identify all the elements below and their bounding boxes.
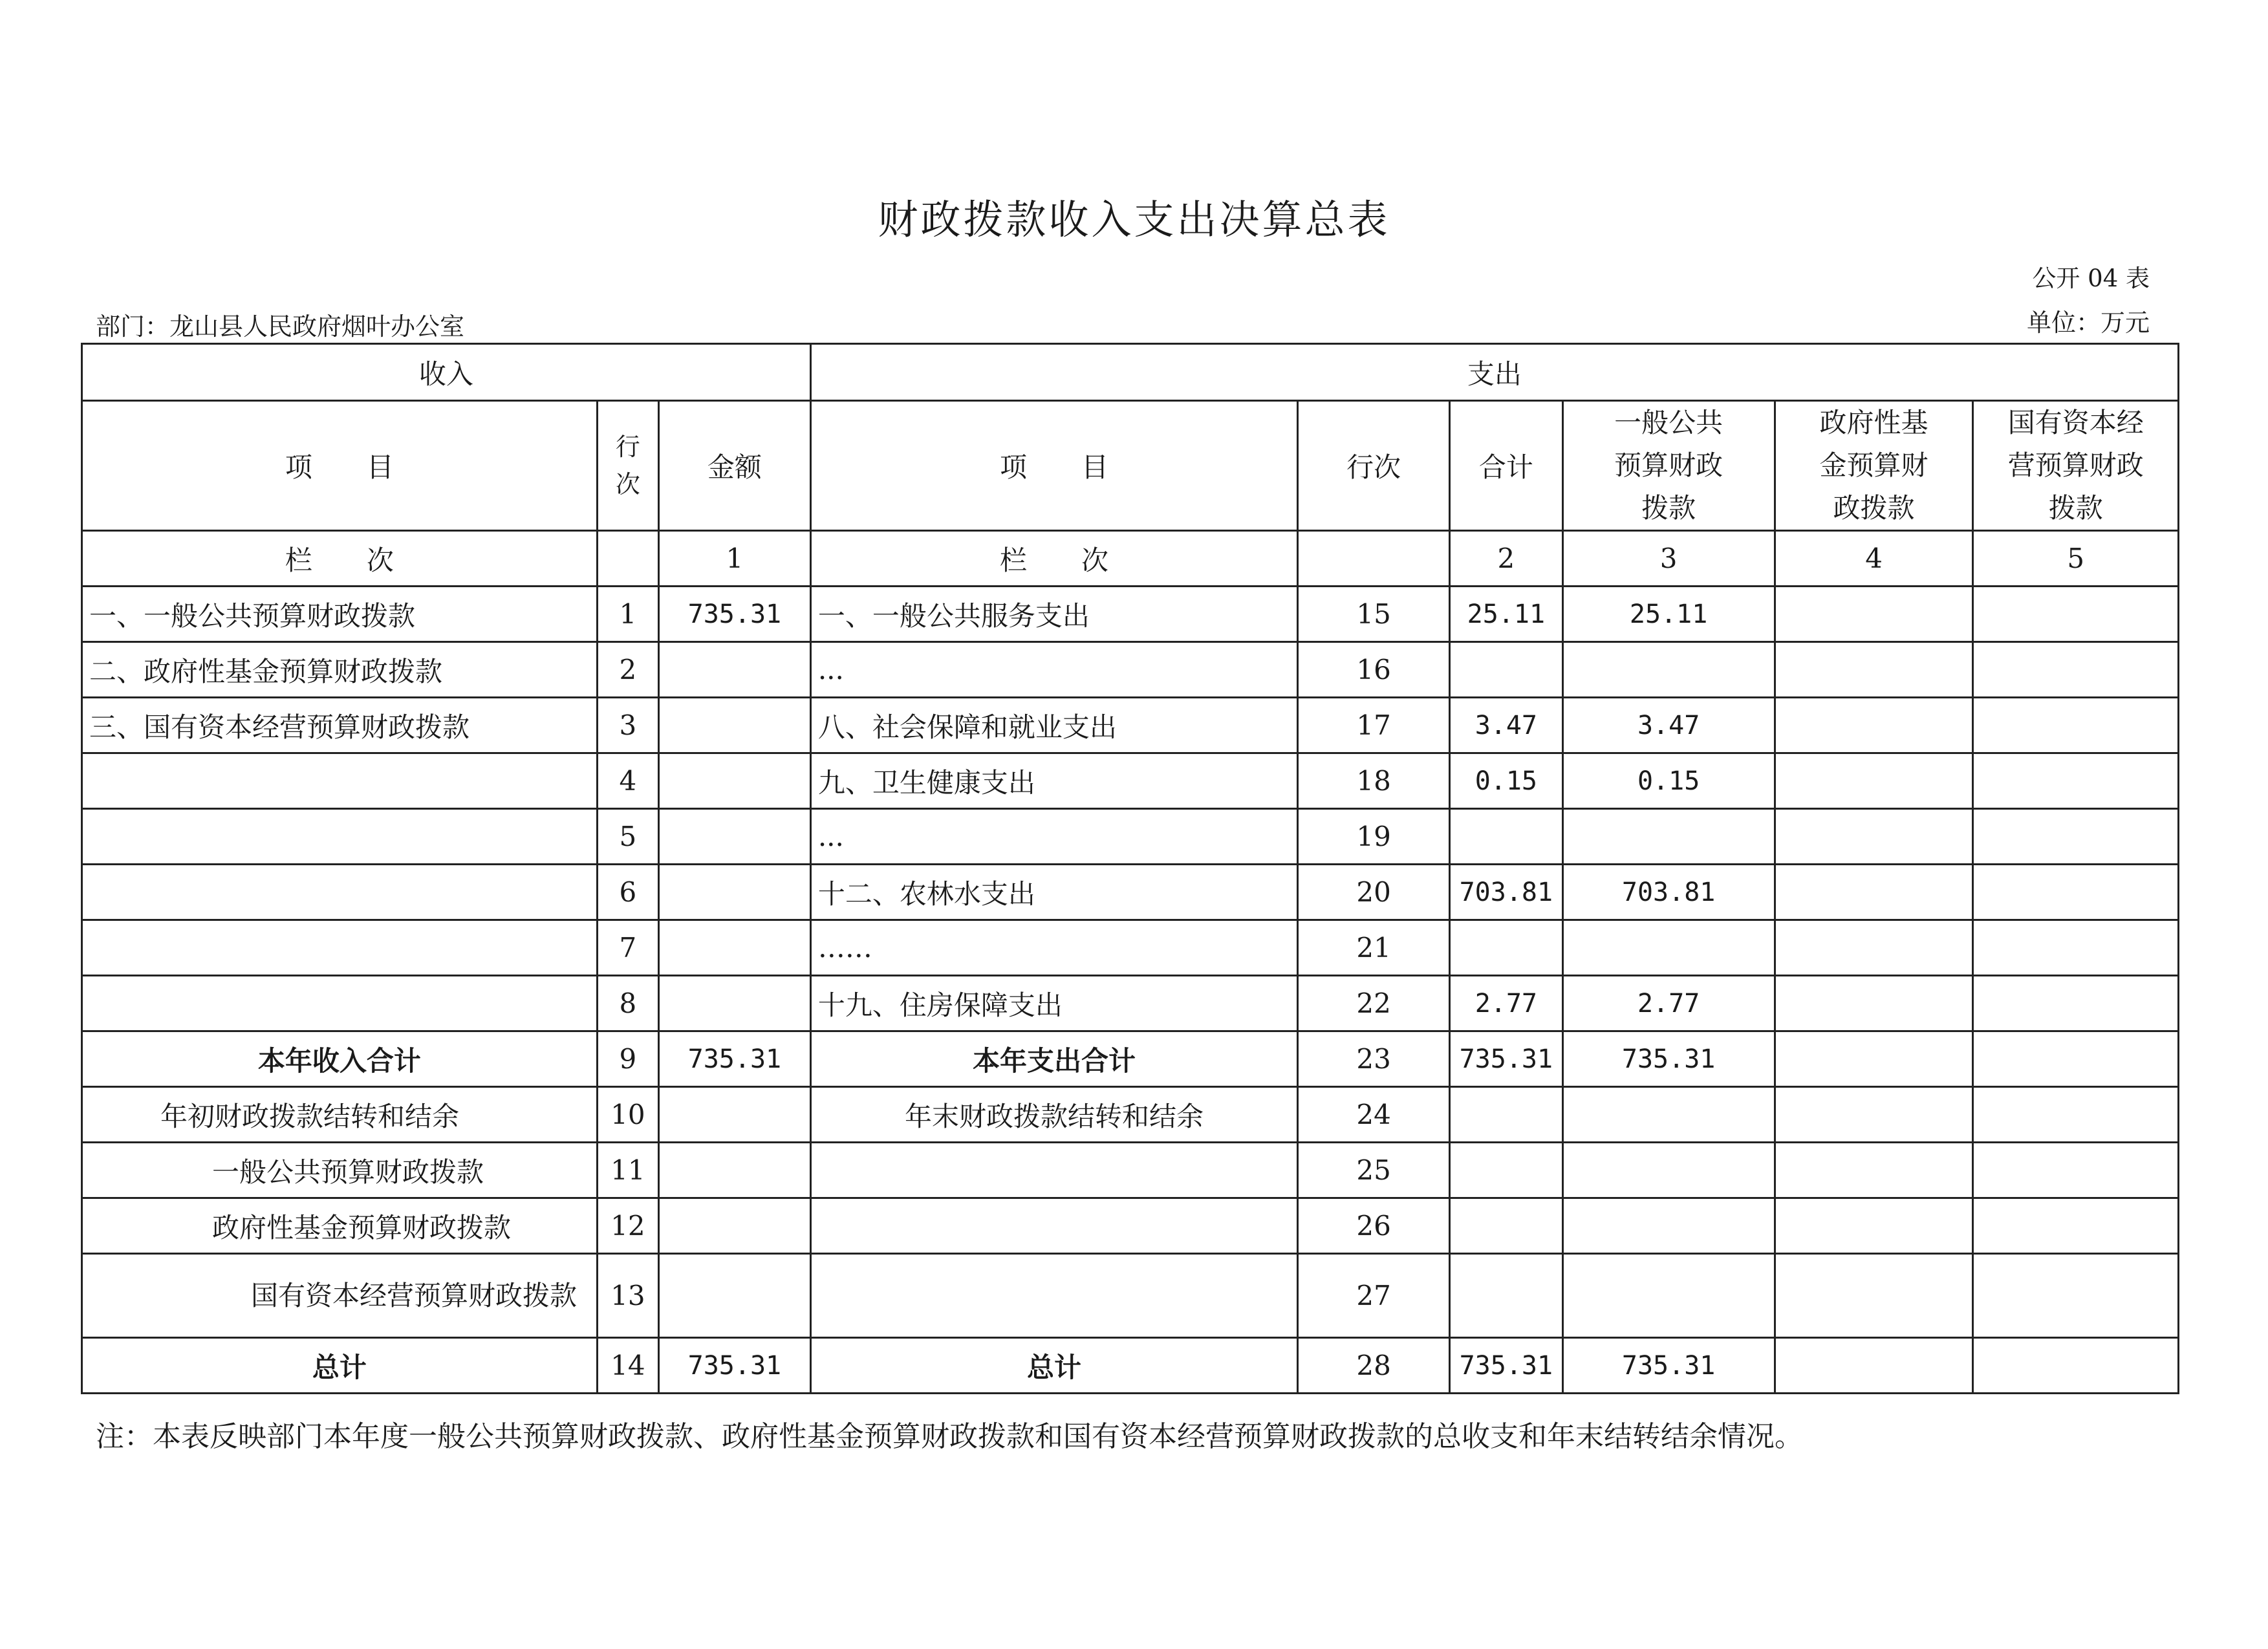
expense-item-header: 项 目: [810, 401, 1297, 531]
column-index-3: 3: [1562, 531, 1775, 587]
expense-item: 年末财政拨款结转和结余: [810, 1087, 1297, 1143]
gov-fund-amount: [1775, 976, 1973, 1031]
income-amount: [658, 1198, 810, 1254]
expense-total: [1450, 809, 1563, 865]
general-budget-amount: 703.81: [1562, 865, 1775, 920]
income-line-no: 6: [597, 865, 658, 920]
table-row: [82, 587, 2179, 642]
expense-total: 25.11: [1450, 587, 1563, 642]
soe-capital-amount: [1973, 1087, 2179, 1143]
general-budget-amount: [1562, 920, 1775, 976]
blank-cell: [1298, 531, 1450, 587]
expense-total: 703.81: [1450, 865, 1563, 920]
table-row: [82, 1198, 2179, 1254]
income-item: 一、一般公共预算财政拨款: [82, 587, 598, 642]
table-row: [82, 809, 2179, 865]
expense-line-no: 15: [1298, 587, 1450, 642]
income-line-no: 11: [597, 1143, 658, 1198]
column-index-row: [82, 531, 2179, 587]
income-amount: [658, 865, 810, 920]
expense-item: [810, 1143, 1297, 1198]
expense-total: 735.31: [1450, 1031, 1563, 1087]
expense-line-no: 16: [1298, 642, 1450, 698]
header-group-row: [82, 344, 2179, 401]
table-row: [82, 753, 2179, 809]
expense-line-no: 20: [1298, 865, 1450, 920]
general-budget-amount: 2.77: [1562, 976, 1775, 1031]
expense-item: 九、卫生健康支出: [810, 753, 1297, 809]
general-budget-amount: 0.15: [1562, 753, 1775, 809]
column-index-2: 2: [1450, 531, 1563, 587]
general-budget-amount: [1562, 1143, 1775, 1198]
income-item: 总计: [82, 1338, 598, 1394]
table-row: [82, 1143, 2179, 1198]
soe-capital-amount: [1973, 920, 2179, 976]
gov-fund-header: 政府性基 金预算财 政拨款: [1775, 401, 1973, 531]
income-item: 本年收入合计: [82, 1031, 598, 1087]
soe-capital-header: 国有资本经 营预算财政 拨款: [1973, 401, 2179, 531]
income-line-no: 8: [597, 976, 658, 1031]
income-amount: [658, 1254, 810, 1338]
general-budget-header: 一般公共 预算财政 拨款: [1562, 401, 1775, 531]
gov-fund-amount: [1775, 1198, 1973, 1254]
table-row: [82, 1031, 2179, 1087]
expense-line-no: 23: [1298, 1031, 1450, 1087]
income-item: [82, 976, 598, 1031]
expense-total: 3.47: [1450, 698, 1563, 753]
income-item: 二、政府性基金预算财政拨款: [82, 642, 598, 698]
income-line-no-header: 行 次: [597, 401, 658, 531]
expense-total: [1450, 642, 1563, 698]
income-amount: [658, 753, 810, 809]
soe-capital-amount: [1973, 1198, 2179, 1254]
expense-total: 735.31: [1450, 1338, 1563, 1394]
column-index-5: 5: [1973, 531, 2179, 587]
income-item: 年初财政拨款结转和结余: [82, 1087, 598, 1143]
income-line-no: 5: [597, 809, 658, 865]
gov-fund-amount: [1775, 809, 1973, 865]
income-item: [82, 865, 598, 920]
income-line-no: 14: [597, 1338, 658, 1394]
general-budget-amount: 735.31: [1562, 1031, 1775, 1087]
expense-item: 十九、住房保障支出: [810, 976, 1297, 1031]
page-title: 财政拨款收入支出决算总表: [878, 196, 1390, 243]
expense-line-no: 18: [1298, 753, 1450, 809]
soe-capital-amount: [1973, 1143, 2179, 1198]
expense-item: 本年支出合计: [810, 1031, 1297, 1087]
general-budget-amount: [1562, 809, 1775, 865]
general-budget-amount: 735.31: [1562, 1338, 1775, 1394]
income-amount: 735.31: [658, 1031, 810, 1087]
income-amount: [658, 976, 810, 1031]
expense-header: 支出: [810, 344, 2178, 401]
column-index-label: 栏 次: [810, 531, 1297, 587]
income-item-header: 项 目: [82, 401, 598, 531]
income-line-no: 13: [597, 1254, 658, 1338]
income-amount: [658, 809, 810, 865]
total-header: 合计: [1450, 401, 1563, 531]
column-index-label: 栏 次: [82, 531, 598, 587]
income-item: [82, 920, 598, 976]
table-row: [82, 698, 2179, 753]
income-item: [82, 753, 598, 809]
expense-line-no: 26: [1298, 1198, 1450, 1254]
income-line-no: 7: [597, 920, 658, 976]
income-line-no: 1: [597, 587, 658, 642]
gov-fund-amount: [1775, 587, 1973, 642]
income-amount: [658, 698, 810, 753]
expense-line-no: 24: [1298, 1087, 1450, 1143]
table-row: [82, 1087, 2179, 1143]
blank-cell: [597, 531, 658, 587]
expense-total: [1450, 1198, 1563, 1254]
table-row: [82, 1254, 2179, 1338]
table-row: [82, 976, 2179, 1031]
income-amount: [658, 642, 810, 698]
header-column-row: [82, 401, 2179, 531]
unit-label: 单位：万元: [2026, 308, 2150, 337]
gov-fund-amount: [1775, 865, 1973, 920]
expense-line-no: 22: [1298, 976, 1450, 1031]
expense-item: [810, 1198, 1297, 1254]
expense-item: 总计: [810, 1338, 1297, 1394]
soe-capital-amount: [1973, 865, 2179, 920]
income-amount: 735.31: [658, 587, 810, 642]
soe-capital-amount: [1973, 1254, 2179, 1338]
expense-line-no: 17: [1298, 698, 1450, 753]
expense-item: 一、一般公共服务支出: [810, 587, 1297, 642]
income-amount-header: 金额: [658, 401, 810, 531]
income-line-no: 9: [597, 1031, 658, 1087]
table-row: [82, 1338, 2179, 1394]
expense-line-no: 28: [1298, 1338, 1450, 1394]
income-item: 一般公共预算财政拨款: [82, 1143, 598, 1198]
expense-total: [1450, 1087, 1563, 1143]
gov-fund-amount: [1775, 920, 1973, 976]
expense-item: [810, 1254, 1297, 1338]
expense-item: 八、社会保障和就业支出: [810, 698, 1297, 753]
department-label: 部门：龙山县人民政府烟叶办公室: [96, 312, 465, 341]
expense-total: 0.15: [1450, 753, 1563, 809]
income-line-no: 12: [597, 1198, 658, 1254]
expense-total: [1450, 920, 1563, 976]
soe-capital-amount: [1973, 753, 2179, 809]
general-budget-amount: [1562, 1198, 1775, 1254]
expense-line-no: 19: [1298, 809, 1450, 865]
expense-total: 2.77: [1450, 976, 1563, 1031]
general-budget-amount: [1562, 1254, 1775, 1338]
general-budget-amount: [1562, 642, 1775, 698]
gov-fund-amount: [1775, 1087, 1973, 1143]
soe-capital-amount: [1973, 1338, 2179, 1394]
gov-fund-amount: [1775, 642, 1973, 698]
income-item: [82, 809, 598, 865]
expense-line-no: 25: [1298, 1143, 1450, 1198]
income-line-no: 2: [597, 642, 658, 698]
income-item: 国有资本经营预算财政拨款: [82, 1254, 598, 1338]
soe-capital-amount: [1973, 642, 2179, 698]
expense-item: 十二、农林水支出: [810, 865, 1297, 920]
soe-capital-amount: [1973, 809, 2179, 865]
income-line-no: 3: [597, 698, 658, 753]
footnote: 注：本表反映部门本年度一般公共预算财政拨款、政府性基金预算财政拨款和国有资本经营预算财政拨款的总收支和年末结转结余情况。: [96, 1420, 1803, 1453]
expense-total: [1450, 1254, 1563, 1338]
expense-line-no: 21: [1298, 920, 1450, 976]
income-amount: [658, 920, 810, 976]
soe-capital-amount: [1973, 976, 2179, 1031]
soe-capital-amount: [1973, 698, 2179, 753]
budget-table: [81, 343, 2179, 1394]
income-header: 收入: [82, 344, 811, 401]
general-budget-amount: 25.11: [1562, 587, 1775, 642]
expense-total: [1450, 1143, 1563, 1198]
gov-fund-amount: [1775, 1254, 1973, 1338]
soe-capital-amount: [1973, 587, 2179, 642]
general-budget-amount: 3.47: [1562, 698, 1775, 753]
column-index-1: 1: [658, 531, 810, 587]
income-item: 政府性基金预算财政拨款: [82, 1198, 598, 1254]
form-number: 公开 04 表: [2032, 264, 2150, 292]
gov-fund-amount: [1775, 698, 1973, 753]
income-line-no: 4: [597, 753, 658, 809]
gov-fund-amount: [1775, 1338, 1973, 1394]
general-budget-amount: [1562, 1087, 1775, 1143]
income-amount: 735.31: [658, 1338, 810, 1394]
expense-item: ...: [810, 809, 1297, 865]
expense-item: ……: [810, 920, 1297, 976]
income-item: 三、国有资本经营预算财政拨款: [82, 698, 598, 753]
table-row: [82, 920, 2179, 976]
soe-capital-amount: [1973, 1031, 2179, 1087]
gov-fund-amount: [1775, 1143, 1973, 1198]
column-index-4: 4: [1775, 531, 1973, 587]
table-row: [82, 865, 2179, 920]
income-line-no: 10: [597, 1087, 658, 1143]
income-amount: [658, 1087, 810, 1143]
gov-fund-amount: [1775, 1031, 1973, 1087]
expense-line-no: 27: [1298, 1254, 1450, 1338]
table-row: [82, 642, 2179, 698]
expense-item: ...: [810, 642, 1297, 698]
expense-line-no-header: 行次: [1298, 401, 1450, 531]
income-amount: [658, 1143, 810, 1198]
gov-fund-amount: [1775, 753, 1973, 809]
